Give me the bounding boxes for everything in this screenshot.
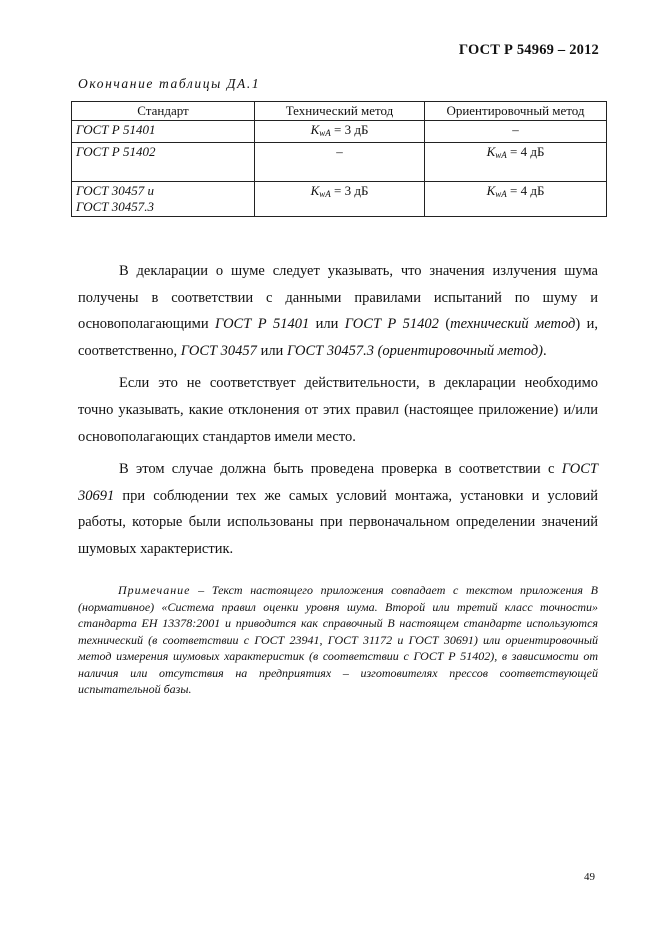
table-header-row (72, 102, 607, 121)
table-caption: Окончание таблицы ДА.1 (78, 76, 261, 91)
standards-table (71, 101, 607, 217)
text-run: или (309, 316, 345, 333)
standard-ref: ГОСТ Р 51402 (344, 316, 439, 333)
table-row (72, 182, 607, 217)
technical-method-cell: – (255, 143, 425, 182)
standard-line: ГОСТ 30457.3 (76, 199, 155, 214)
page-number: 49 (584, 871, 595, 883)
technical-method-cell (255, 121, 425, 143)
k-value: = 3 дБ (330, 183, 369, 198)
k-subscript: wA (495, 150, 507, 160)
standard-cell (72, 182, 255, 217)
k-symbol: K (310, 183, 320, 198)
standard-ref: ГОСТ 30691 (78, 461, 598, 504)
standard-cell: ГОСТ Р 51402 (72, 143, 255, 182)
approximate-method-cell (425, 182, 607, 217)
table-row (72, 143, 607, 182)
k-symbol: K (486, 144, 496, 159)
paragraph-declaration (78, 258, 598, 364)
approximate-method-cell: – (425, 121, 607, 143)
note-label: Примечание (118, 583, 191, 597)
text-run: . (543, 342, 547, 359)
technical-method-cell (255, 182, 425, 217)
k-value: = 3 дБ (330, 122, 369, 137)
paragraph-deviations: Если это не соответствует действительности, в декларации необходимо точно указывать, какие отклонения от этих правил (настоящее приложение) и/или основополагающих стандартов имели место. (78, 375, 598, 445)
text-run: ( (438, 316, 451, 333)
document-id-header: ГОСТ Р 54969 – 2012 (458, 42, 599, 58)
text-run: ) и, соответственно, (78, 316, 599, 359)
text-run: или (256, 342, 287, 359)
text-run: В декларации о шуме следует указывать, что значения излучения шума получены в соответствии с данными правилами испытаний по шуму и основополагающими (78, 263, 598, 333)
note-block (78, 582, 598, 698)
k-symbol: K (486, 183, 496, 198)
body-text (78, 258, 598, 569)
approximate-method-cell (425, 143, 607, 182)
k-value: = 4 дБ (506, 144, 545, 159)
text-run: В этом случае должна быть проведена проверка в соответствии с (119, 461, 562, 478)
paragraph-verification (78, 456, 598, 562)
k-subscript: wA (495, 189, 507, 199)
k-value: = 4 дБ (506, 183, 545, 198)
standard-ref: ГОСТ Р 51401 (215, 316, 310, 333)
table-row (72, 121, 607, 143)
note-text: – Текст настоящего приложения совпадает с текстом приложения В (нормативное) «Система правил оценки уровня шума. Второй или третий класс точности» стандарта ЕН 13378:2001 и приводится как справочный В настоящем стандарте используются технический (в соответствии с ГОСТ 23941, ГОСТ 31172 и ГОСТ 30691) или ориентировочный метод измерения шумовых характеристик (в соответствии с ГОСТ Р 51402), в зависимости от наличия или отсутствия на предприятиях – изготовителях прессов соответствующей испытательной базы. (78, 583, 598, 696)
column-header-technical-method: Технический метод (255, 102, 425, 121)
method-ref: технический метод (450, 316, 576, 333)
standard-cell: ГОСТ Р 51401 (72, 121, 255, 143)
standard-line: ГОСТ 30457 и (76, 183, 155, 198)
text-run: при соблюдении тех же самых условий монтажа, установки и условий работы, которые были использованы при первоначальном определении значений шумовых характеристик. (78, 487, 598, 557)
k-subscript: wA (319, 128, 331, 138)
standard-ref: ГОСТ 30457 (180, 342, 257, 359)
k-subscript: wA (319, 189, 331, 199)
column-header-approximate-method: Ориентировочный метод (425, 102, 607, 121)
k-symbol: K (310, 122, 320, 137)
standard-ref: ГОСТ 30457.3 (ориентировочный метод) (286, 342, 543, 359)
column-header-standard: Стандарт (72, 102, 255, 121)
